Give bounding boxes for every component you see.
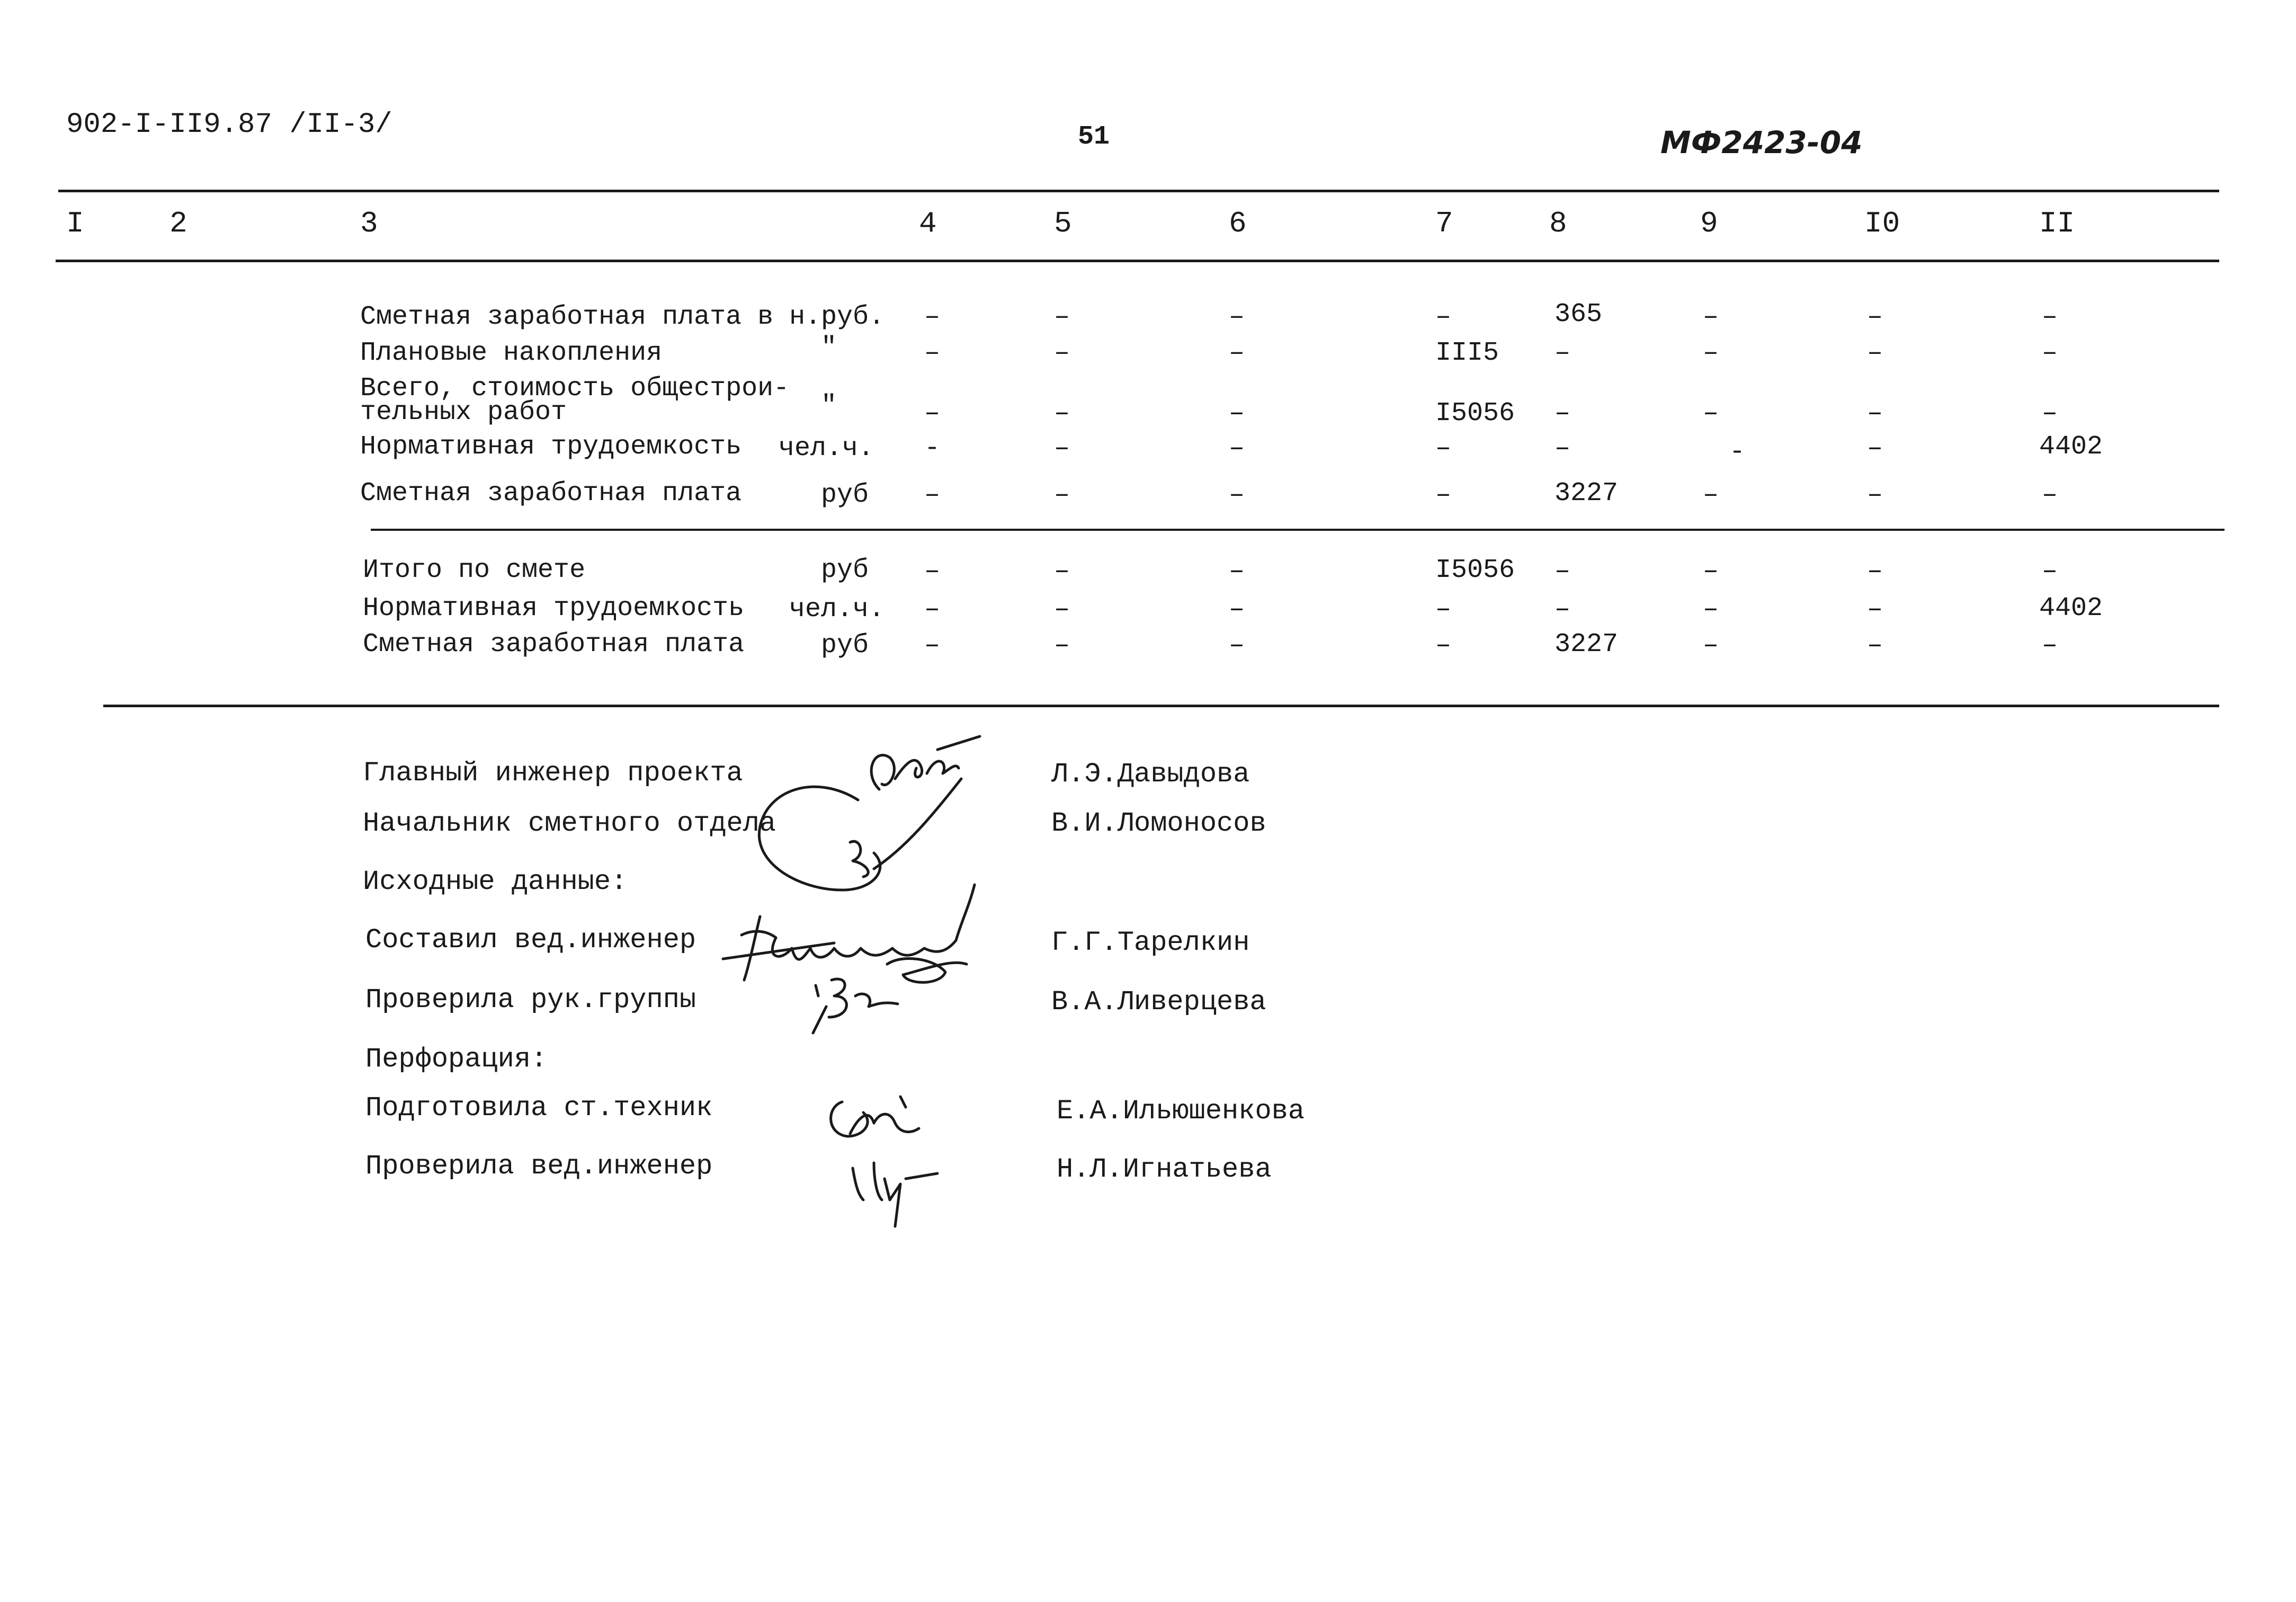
cell-col4: –: [924, 594, 941, 625]
col-header-1: I: [66, 207, 84, 241]
cell-col10: –: [1867, 338, 1883, 368]
total-unit: руб: [821, 630, 869, 661]
signature-role: Проверила рук.группы: [365, 984, 696, 1016]
cell-col10: –: [1867, 556, 1883, 586]
cell-col5: –: [1054, 480, 1070, 510]
cell-col11: 4402: [2039, 593, 2103, 624]
signature-group-leader: [800, 964, 906, 1038]
signature-role: Составил вед.инженер: [365, 924, 696, 956]
total-label: Нормативная трудоемкость: [363, 593, 745, 624]
signature-name: Г.Г.Тарелкин: [1051, 927, 1250, 958]
row-unit: ": [821, 333, 837, 363]
signature-name: Л.Э.Давыдова: [1051, 759, 1250, 790]
cell-col7: III5: [1435, 338, 1499, 368]
cell-col7: –: [1435, 630, 1452, 661]
row-label: Нормативная трудоемкость: [360, 432, 742, 462]
cell-col9: –: [1703, 594, 1719, 625]
page-number: 51: [1078, 122, 1110, 152]
signature-role: Главный инженер проекта: [363, 758, 743, 789]
col-header-2: 2: [169, 207, 187, 241]
cell-col10: –: [1867, 433, 1883, 464]
cell-col4: –: [924, 556, 941, 586]
archive-number: МФ2423-04: [1660, 124, 1863, 161]
row-label: Плановые накопления: [360, 338, 663, 368]
cell-col4: –: [924, 398, 941, 429]
col-header-7: 7: [1435, 207, 1453, 241]
cell-col9: –: [1703, 302, 1719, 332]
cell-col9: -: [1729, 437, 1746, 467]
cell-col5: –: [1054, 398, 1070, 429]
cell-col11: –: [2042, 302, 2058, 332]
row-unit: руб: [821, 480, 869, 510]
table-header-bottom-rule: [56, 260, 2219, 262]
cell-col7: –: [1435, 594, 1452, 625]
cell-col10: –: [1867, 480, 1883, 510]
signature-name: Е.А.Ильюшенкова: [1057, 1096, 1305, 1127]
section-heading: Исходные данные:: [363, 866, 628, 897]
col-header-4: 4: [919, 207, 937, 241]
cell-col5: –: [1054, 338, 1070, 368]
col-header-6: 6: [1229, 207, 1247, 241]
cell-col11: –: [2042, 556, 2058, 586]
col-header-10: I0: [1864, 207, 1900, 241]
row-label: Сметная заработная плата: [360, 478, 742, 509]
row-unit: ": [821, 391, 837, 421]
cell-col8: –: [1555, 433, 1571, 464]
cell-col6: –: [1229, 480, 1245, 510]
cell-col11: –: [2042, 630, 2058, 661]
cell-col9: –: [1703, 480, 1719, 510]
cell-col6: –: [1229, 556, 1245, 586]
document-code: 902-I-II9.87 /II-3/: [66, 109, 392, 141]
cell-col5: –: [1054, 302, 1070, 332]
col-header-9: 9: [1700, 207, 1718, 241]
cell-col4: –: [924, 302, 941, 332]
cell-col6: –: [1229, 338, 1245, 368]
cell-col8: –: [1555, 556, 1571, 586]
signature-name: Н.Л.Игнатьева: [1057, 1154, 1272, 1185]
table-bottom-rule: [103, 705, 2219, 707]
col-header-11: II: [2039, 207, 2075, 241]
cell-col8: –: [1555, 338, 1571, 368]
row-label: Сметная заработная плата в н.р: [360, 302, 837, 332]
cell-col7: –: [1435, 302, 1452, 332]
signature-name: В.И.Ломоносов: [1051, 808, 1266, 839]
signature-name: В.А.Ливерцева: [1051, 986, 1266, 1018]
cell-col9: –: [1703, 556, 1719, 586]
cell-col5: –: [1054, 433, 1070, 464]
cell-col9: –: [1703, 338, 1719, 368]
row-unit: чел.ч.: [779, 433, 874, 464]
cell-col6: –: [1229, 630, 1245, 661]
cell-col11: 4402: [2039, 432, 2103, 462]
signature-role: Начальник сметного отдела: [363, 808, 776, 839]
cell-col7: I5056: [1435, 555, 1515, 585]
table-top-rule: [58, 190, 2219, 192]
cell-col4: –: [924, 480, 941, 510]
cell-col11: –: [2042, 480, 2058, 510]
cell-col7: –: [1435, 433, 1452, 464]
subtotal-rule: [371, 529, 2224, 531]
cell-col10: –: [1867, 630, 1883, 661]
row-label: Всего, стоимость общестрои-: [360, 373, 790, 404]
row-unit: руб.: [821, 302, 885, 332]
cell-col8: –: [1555, 594, 1571, 625]
cell-col8: 3227: [1555, 629, 1619, 660]
cell-col7: –: [1435, 480, 1452, 510]
total-unit: руб: [821, 555, 869, 585]
cell-col5: –: [1054, 630, 1070, 661]
cell-col8: 3227: [1555, 478, 1619, 509]
cell-col10: –: [1867, 302, 1883, 332]
total-label: Итого по смете: [363, 555, 586, 585]
cell-col6: –: [1229, 398, 1245, 429]
cell-col9: –: [1703, 630, 1719, 661]
cell-col5: –: [1054, 556, 1070, 586]
cell-col6: –: [1229, 433, 1245, 464]
signature-technician: [821, 1086, 927, 1150]
cell-col8: –: [1555, 398, 1571, 429]
cell-col5: –: [1054, 594, 1070, 625]
col-header-5: 5: [1054, 207, 1072, 241]
cell-col4: –: [924, 630, 941, 661]
cell-col6: –: [1229, 594, 1245, 625]
section-heading: Перфорация:: [365, 1044, 548, 1075]
row-label-continued: тельных работ: [360, 397, 567, 428]
total-unit: чел.ч.: [789, 594, 885, 625]
signature-role: Подготовила ст.техник: [365, 1092, 713, 1124]
cell-col4: –: [924, 338, 941, 368]
signature-verifying-engineer: [842, 1147, 948, 1232]
total-label: Сметная заработная плата: [363, 629, 745, 660]
col-header-3: 3: [360, 207, 378, 241]
cell-col7: I5056: [1435, 398, 1515, 429]
cell-col6: –: [1229, 302, 1245, 332]
cell-col11: –: [2042, 338, 2058, 368]
col-header-8: 8: [1549, 207, 1567, 241]
cell-col10: –: [1867, 398, 1883, 429]
cell-col8: 365: [1555, 299, 1603, 330]
cell-col10: –: [1867, 594, 1883, 625]
cell-col9: –: [1703, 398, 1719, 429]
cell-col11: –: [2042, 398, 2058, 429]
signature-role: Проверила вед.инженер: [365, 1151, 713, 1182]
cell-col4: -: [924, 433, 941, 464]
